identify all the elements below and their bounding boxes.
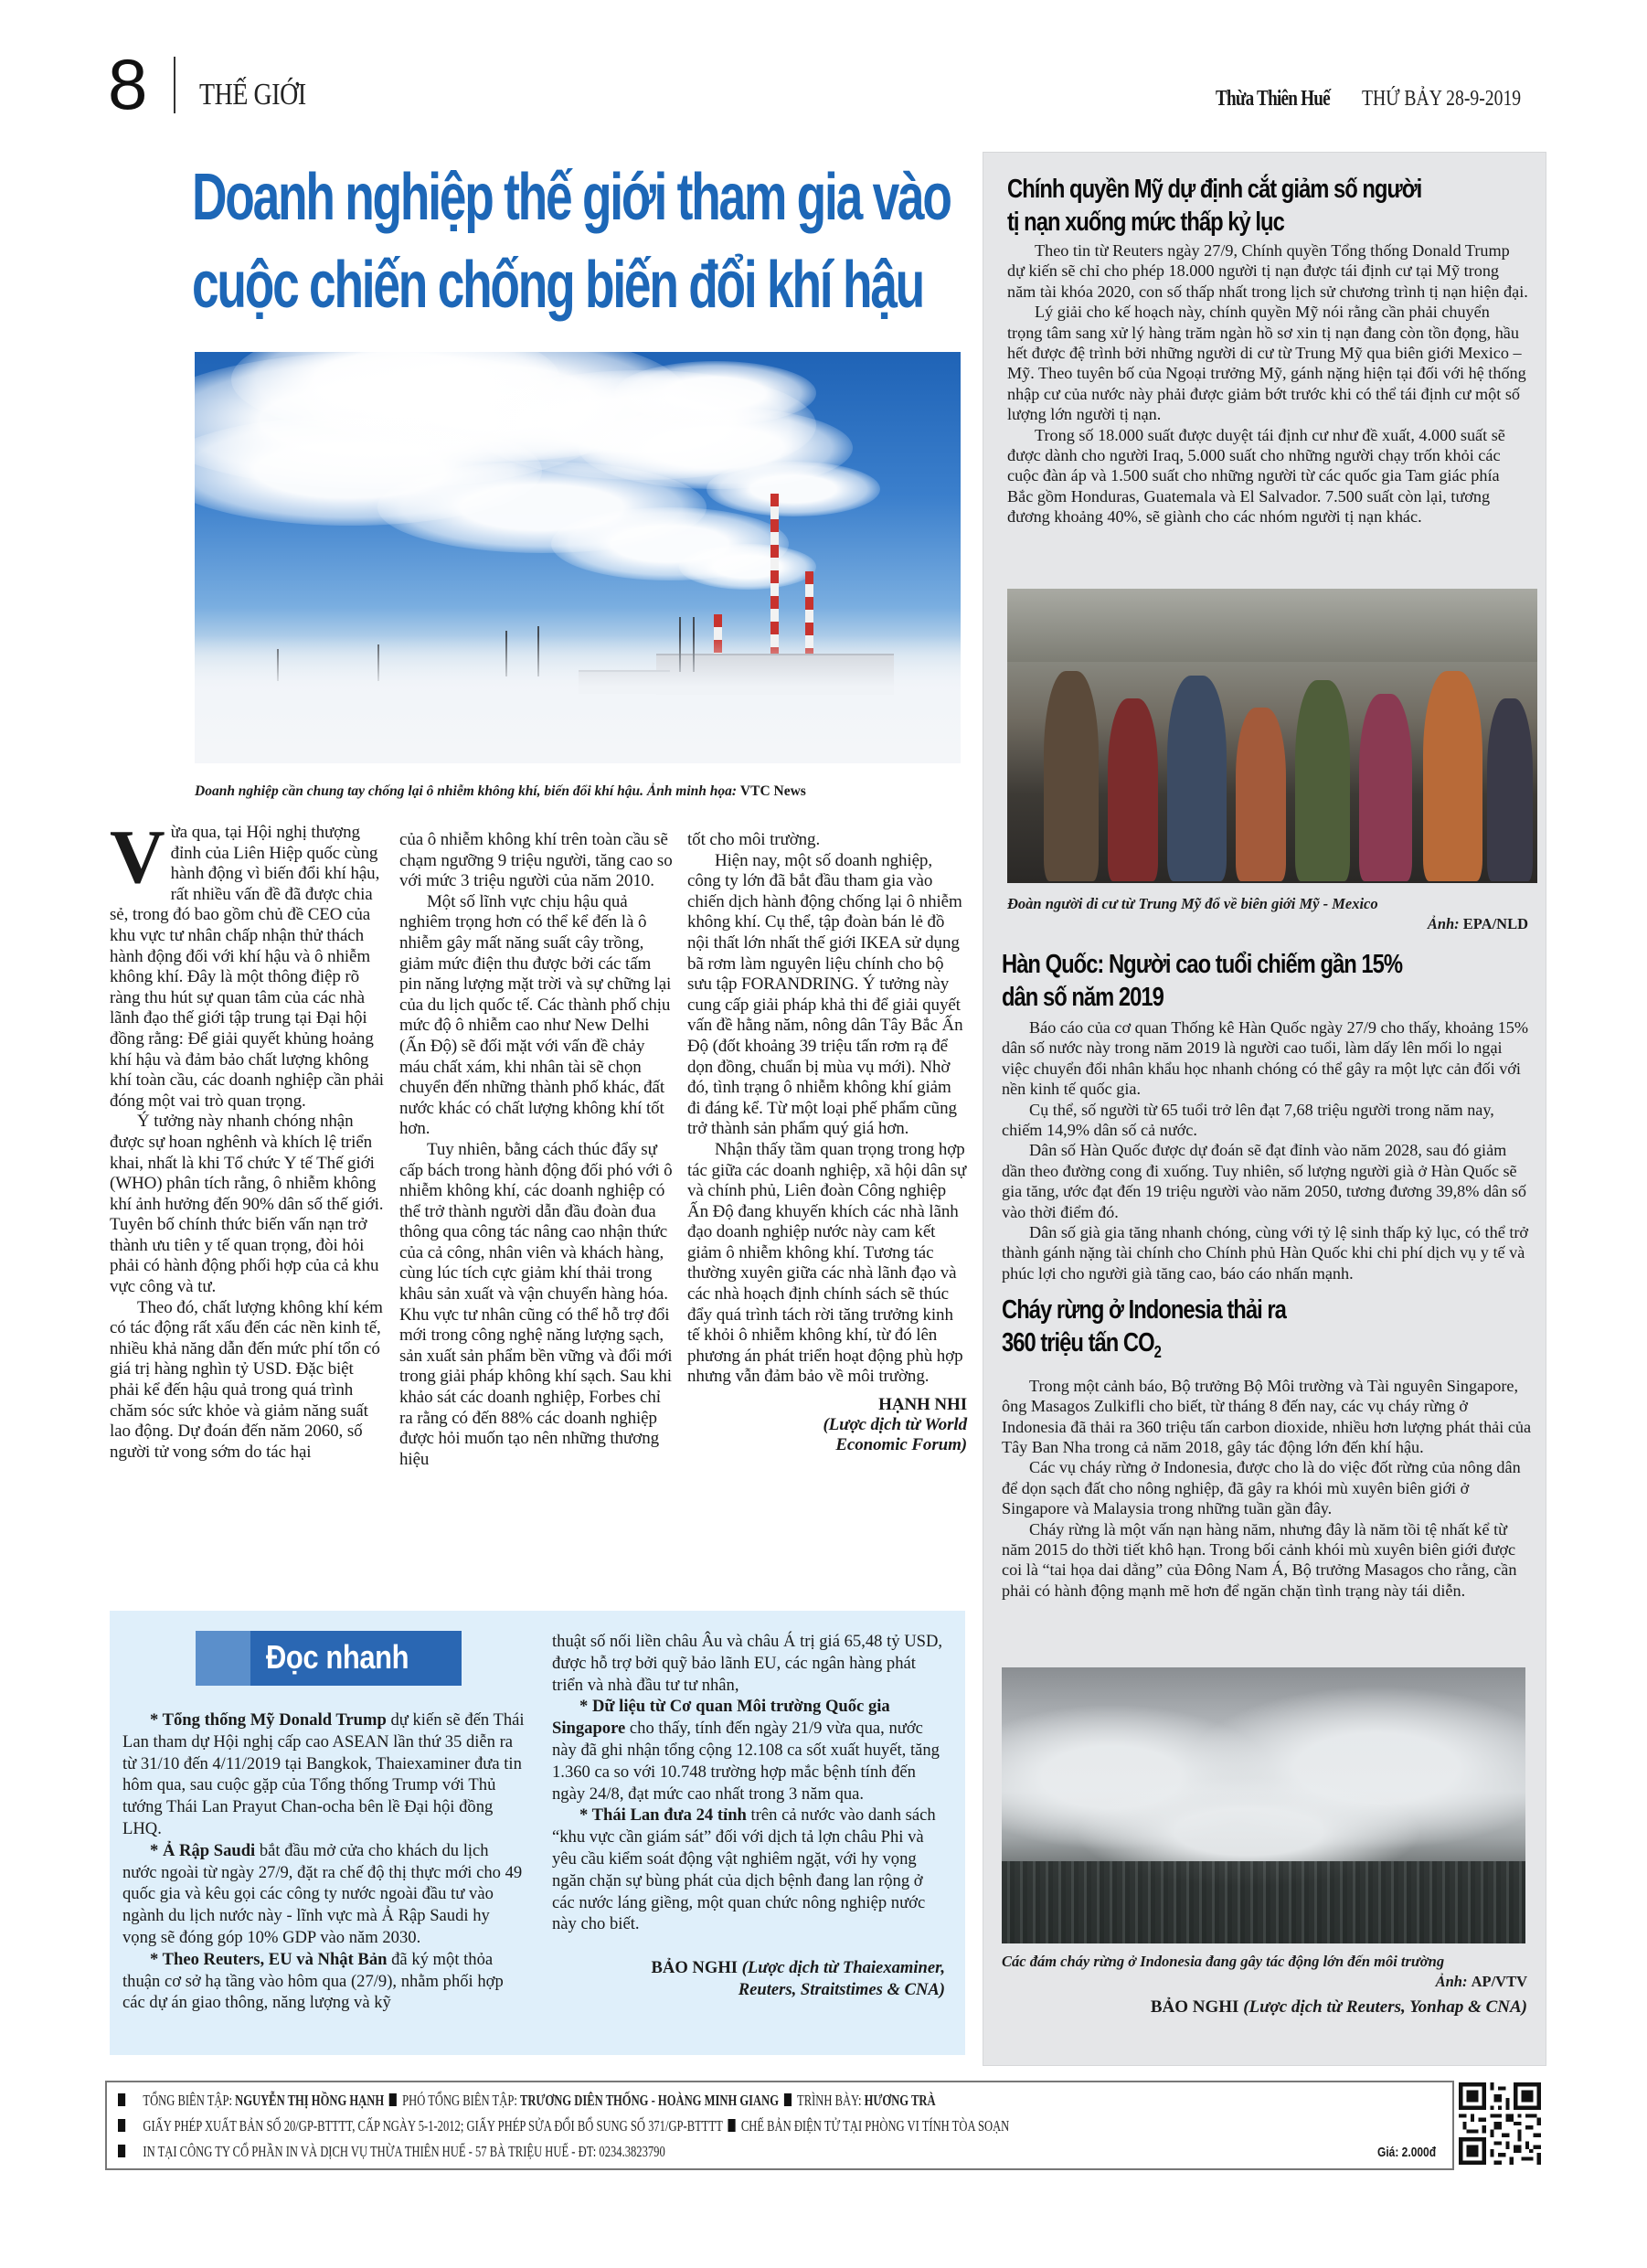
footer-editors: TỔNG BIÊN TẬP: NGUYỄN THỊ HỒNG HẠNH PHÓ TỔNG BIÊN TẬP: TRƯƠNG DIÊN THỐNG - HOÀNG MINH GIANG TRÌNH BÀY: HƯƠNG TRÀ: [118, 2092, 936, 2110]
story-body: [1002, 1376, 1532, 1601]
drop-cap: V: [110, 815, 165, 900]
article-source-line-2: Economic Forum): [835, 1435, 967, 1455]
article-paragraph: Tuy nhiên, bằng cách thúc đẩy sự cấp bách trong hành động đối phó với ô nhiễm không khí, các doanh nghiệp có thể trở thành người dẫn đầu đoàn đua thông qua công tác nâng cao nhận thức của cả công, nhân viên và khách hàng, cùng lúc tích cực giảm khí thải trong khâu sản xuất và vận chuyển hàng hóa. Khu vực tư nhân cũng có thể hỗ trợ đổi mới trong công nghệ năng lượng sạch, sản xuất sản phẩm bền vững và đổi mới trong giải pháp không khí sạch. Sau khi khảo sát các doanh nghiệp, Forbes chỉ ra rằng có đến 88% các doanh nghiệp được hỏi muốn tạo nên những thương hiệu: [399, 1139, 673, 1469]
photo-credit: Ảnh: EPA/NLD: [1427, 915, 1528, 932]
article-paragraph: Một số lĩnh vực chịu hậu quả nghiêm trọng hơn có thể kể đến là ô nhiễm gây mất năng suất cây trồng, giảm mức điện thu được bởi các tấm pin năng lượng mặt trời và sự chững lại của du lịch quốc tế. Các thành phố chịu mức độ ô nhiễm cao như New Delhi (Ấn Độ) sẽ đối mặt với vấn đề chảy máu chất xám, khi nhân tài sẽ chọn chuyển đến những thành phố khác, đất nước khác có chất lượng không khí tốt hơn.: [399, 891, 672, 1139]
square-bullet-icon: [784, 2093, 792, 2106]
story-title-line-2: 360 triệu tấn $CO_2$: [1002, 1328, 1161, 1361]
photo-caption: Đoàn người di cư từ Trung Mỹ đổ về biên giới Mỹ - Mexico: [1007, 895, 1378, 912]
quick-read-box: [110, 1611, 965, 2055]
qr-code-icon[interactable]: [1459, 2082, 1541, 2165]
story-paragraph: Lý giải cho kế hoạch này, chính quyền Mỹ nói rằng cần phải chuyển trọng tâm sang xử lý hàng trăm ngàn hồ sơ xin tị nạn đang còn tồn đọng, hầu hết được đệ trình bởi những người di cư từ Trung Mỹ qua biên giới Mexico – Mỹ. Theo tuyên bố của Ngoại trưởng Mỹ, gánh nặng hiện tại đối với hệ thống nhập cư của nước này phải được giảm bớt trước khi có thể tái định cư một số lượng lớn người tị nạn.: [1007, 303, 1526, 424]
quick-read-column-1: [122, 1709, 525, 2014]
quick-read-byline: BẢO NGHI (Lược dịch từ Thaiexaminer,: [651, 1958, 945, 1978]
quick-item: * Thái Lan đưa 24 tỉnh trên cả nước vào danh sách “khu vực cần giám sát” đối với dịch tả lợn châu Phi và yêu cầu kiểm soát động vật nghiêm ngặt, với hy vọng ngăn chặn sự bùng phát của dịch bệnh đang lan rộng ở các nước láng giềng, một quan chức nông nghiệp nước này cho biết.: [552, 1805, 936, 1934]
sidebar-story-korea: [1002, 948, 1532, 1283]
imprint-footer: [105, 2081, 1454, 2170]
migrants-photo: [1007, 589, 1537, 883]
photo-credit: Ảnh: AP/VTV: [1435, 1973, 1527, 1990]
article-source-line-1: (Lược dịch từ World: [823, 1415, 967, 1435]
story-paragraph: Trong số 18.000 suất được duyệt tái định cư như đề xuất, 4.000 suất sẽ được dành cho người Iraq, 5.000 suất cho những người chạy trốn khỏi các cuộc đàn áp và 1.500 suất cho những người từ các quốc gia Tam giác phía Bắc gồm Honduras, Guatemala và El Salvador. 7.500 suất còn lại, tương đương khoảng 40%, sẽ giành cho các nhóm người tị nạn khác.: [1007, 425, 1505, 527]
story-paragraph: Theo tin từ Reuters ngày 27/9, Chính quyền Tổng thống Donald Trump dự kiến sẽ chỉ cho phép 18.000 người tị nạn được tái định cư tại Mỹ trong năm tài khóa 2020, con số thấp nhất trong lịch sử chương trình tị nạn hiện đại.: [1007, 241, 1528, 301]
main-headline: [192, 154, 951, 329]
story-title-line-1: Hàn Quốc: Người cao tuổi chiếm gần 15%: [1002, 950, 1403, 979]
masthead: Thừa Thiên Huế: [1216, 87, 1330, 111]
story-body: [1007, 240, 1528, 527]
story-paragraph: Báo cáo của cơ quan Thống kê Hàn Quốc ngày 27/9 cho thấy, khoảng 15% dân số nước này trong năm 2019 là người cao tuổi, làm dấy lên mối lo ngại việc chuyển đổi nhân khẩu học nhanh chóng có thể gây ra một lực cản đối với nền kinh tế quốc gia.: [1002, 1018, 1528, 1099]
price-label: Giá: 2.000đ: [1376, 2145, 1436, 2160]
story-title-line-1: Chính quyền Mỹ dự định cắt giảm số người: [1007, 175, 1422, 204]
article-paragraph: Hiện nay, một số doanh nghiệp, công ty lớn đã bắt đầu tham gia vào chiến dịch hành động chống lại ô nhiễm không khí. Cụ thể, tập đoàn bán lẻ đồ nội thất lớn nhất thế giới IKEA sử dụng bã rơm làm nguyên liệu chính cho bộ sưu tập FORANDRING. Ý tưởng này cung cấp giải pháp khả thi để giải quyết vấn đề hằng năm, nông dân Tây Bắc Ấn Độ (đốt khoảng 39 triệu tấn rơm rạ để dọn đồng, chuẩn bị mùa vụ mới). Nhờ đó, tình trạng ô nhiễm không khí giảm đi đáng kể. Từ một loại phế phẩm cũng trở thành sản phẩm quý giá hơn.: [687, 850, 963, 1139]
article-author: HẠNH NHI: [878, 1395, 967, 1415]
story-paragraph: Cụ thể, số người từ 65 tuổi trở lên đạt 7,68 triệu người trong năm nay, chiếm 14,9% dân số cả nước.: [1002, 1100, 1494, 1140]
article-paragraph: của ô nhiễm không khí trên toàn cầu sẽ chạm ngưỡng 9 triệu người, tăng cao so với mức 3 triệu người của năm 2010.: [399, 830, 673, 891]
article-column-1: [110, 815, 386, 1463]
quick-read-source: Reuters, Straitstimes & CNA): [738, 1979, 945, 1999]
quick-item: * Ả Rập Saudi bắt đầu mở cửa cho khách du lịch nước ngoài từ ngày 27/9, đặt ra chế độ thị thực mới cho 49 quốc gia và kêu gọi các công ty nước ngoài đầu tư vào ngành du lịch nước này - lĩnh vực mà Ả Rập Saudi hy vọng sẽ đóng góp 10% GDP vào năm 2030.: [122, 1840, 523, 1947]
issue-date: THỨ BẢY 28-9-2019: [1362, 87, 1522, 111]
article-paragraph: Vừa qua, tại Hội nghị thượng đỉnh của Liên Hiệp quốc cùng hành động vì biến đổi khí hậu, rất nhiều vấn đề đã được chia sẻ, trong đó bao gồm chủ đề CEO của khu vực tư nhân chấp nhận thử thách hành động đối với khí hậu và ô nhiễm không khí. Đây là một thông điệp rõ ràng thu hút sự quan tâm của các nhà lãnh đạo thế giới tập trung tại Đại hội đồng rằng: Để giải quyết khủng hoảng khí hậu và đảm bảo chất lượng không khí toàn cầu, các doanh nghiệp cần phải đóng một vai trò quan trọng.: [110, 815, 384, 1111]
footer-printer: IN TẠI CÔNG TY CỔ PHẦN IN VÀ DỊCH VỤ THỪA THIÊN HUẾ - 57 BÀ TRIỆU HUẾ - ĐT: 0234.3823790: [118, 2143, 665, 2161]
news-sidebar: [983, 152, 1546, 2066]
forest-fire-photo: [1002, 1667, 1525, 1943]
article-paragraph: tốt cho môi trường.: [687, 830, 821, 849]
sidebar-story-indonesia: [1002, 1294, 1532, 1601]
badge-stripe: [196, 1631, 250, 1686]
quick-read-badge: [196, 1631, 462, 1686]
quick-item: thuật số nối liền châu Âu và châu Á trị giá 65,48 tỷ USD, được hỗ trợ bởi quỹ bảo lãnh EU, các ngân hàng phát triển và nhà đầu tư tư nhân,: [552, 1632, 943, 1695]
square-bullet-icon: [118, 2145, 125, 2157]
quick-read-column-2: [552, 1631, 945, 2001]
story-paragraph: Dân số già gia tăng nhanh chóng, cùng với tỷ lệ sinh thấp kỷ lục, có thể trở thành gánh nặng tài chính cho Chính phủ Hàn Quốc khi chi phí dịch vụ y tế và phúc lợi cho người già tăng cao, báo cáo nhấn mạnh.: [1002, 1223, 1529, 1283]
story-paragraph: Các vụ cháy rừng ở Indonesia, được cho là do việc đốt rừng của nông dân để dọn sạch đất cho nông nghiệp, đã gây ra khói mù xuyên biên giới ở Singapore và Malaysia trong những tuần gần đây.: [1002, 1458, 1521, 1518]
square-bullet-icon: [389, 2093, 397, 2106]
sidebar-photo-caption-3: [1002, 1952, 1527, 2019]
quick-item: * Tổng thống Mỹ Donald Trump dự kiến sẽ đến Thái Lan tham dự Hội nghị cấp cao ASEAN lần thứ 35 diễn ra từ 31/10 đến 4/11/2019 tại Bangkok, Thaiexaminer đưa tin hôm qua, sau cuộc gặp của Tổng thống Trump với Thủ tướng Thái Lan Prayut Chan-ocha bên lề Đại hội đồng LHQ.: [122, 1710, 525, 1838]
story-paragraph: Cháy rừng là một vấn nạn hàng năm, nhưng đây là năm tồi tệ nhất kể từ năm 2015 do thời tiết khô hạn. Trong bối cảnh khói mù xuyên biên giới được coi là “tai họa dai dẳng” của Đông Nam Á, Bộ trưởng Masagos cho rằng, cần phải có hành động mạnh mẽ hơn để ngăn chặn tình trạng này tái diễn.: [1002, 1519, 1517, 1600]
article-column-2: [399, 830, 675, 1470]
headline-line-2: cuộc chiến chống biến đổi khí hậu: [192, 249, 924, 322]
sidebar-photo-caption-1: [1007, 894, 1528, 934]
story-title-line-2: tị nạn xuống mức thấp kỷ lục: [1007, 208, 1284, 237]
page-number: 8: [108, 44, 148, 124]
square-bullet-icon: [118, 2093, 125, 2106]
story-paragraph: Trong một cảnh báo, Bộ trưởng Bộ Môi trường và Tài nguyên Singapore, ông Masagos Zulkifli cho biết, từ tháng 8 đến nay, các vụ cháy rừng ở Indonesia đã thải ra 360 triệu tấn carbon dioxide, nhiều hơn lượng phát thải của Tây Ban Nha trong cả năm 2018, gây tác động lớn đến khí hậu.: [1002, 1376, 1532, 1457]
story-body: [1002, 1017, 1532, 1283]
header-divider: [174, 57, 175, 113]
story-title-line-1: Cháy rừng ở Indonesia thải ra: [1002, 1295, 1286, 1325]
main-photo-caption: Doanh nghiệp cần chung tay chống lại ô nhiễm không khí, biến đổi khí hậu. Ảnh minh họa: VTC News: [195, 783, 806, 799]
story-title-line-2: dân số năm 2019: [1002, 983, 1164, 1012]
photo-credit: VTC News: [739, 783, 806, 799]
sidebar-byline: BẢO NGHI (Lược dịch từ Reuters, Yonhap & CNA): [1150, 1997, 1527, 2017]
main-photo: [195, 352, 961, 763]
article-paragraph: Ý tưởng này nhanh chóng nhận được sự hoan nghênh và khích lệ triển khai, nhất là khi Tổ chức Y tế Thế giới (WHO) phân tích rằng, ô nhiễm không khí ảnh hưởng đến 90% dân số thế giới. Tuyên bố chính thức biến vấn nạn trở thành ưu tiên y tế quan trọng, đòi hỏi phải có hành động phối hợp của cả khu vực công và tư.: [110, 1112, 384, 1297]
photo-caption: Các đám cháy rừng ở Indonesia đang gây tác động lớn đến môi trường: [1002, 1953, 1445, 1970]
article-paragraph: Nhận thấy tầm quan trọng trong hợp tác giữa các doanh nghiệp, xã hội dân sự và chính phủ, Liên đoàn Công nghiệp Ấn Độ đang khuyến khích các nhà lãnh đạo doanh nghiệp nước này cam kết giảm ô nhiễm không khí. Tương tác thường xuyên giữa các nhà lãnh đạo và các nhà hoạch định chính sách sẽ thúc đẩy quá trình tách rời tăng trưởng kinh tế khỏi ô nhiễm không khí, từ đó lên phương án phát triển hoạt động phù hợp nhưng vẫn đảm bảo về môi trường.: [687, 1139, 967, 1387]
quick-item: * Dữ liệu từ Cơ quan Môi trường Quốc gia Singapore cho thấy, tính đến ngày 21/9 vừa qua, nước này đã ghi nhận tổng cộng 12.108 ca sốt xuất huyết, tăng 1.360 ca so với 10.748 trường hợp mắc bệnh tính đến ngày 24/8, đạt mức cao nhất trong 3 năm qua.: [552, 1697, 940, 1804]
square-bullet-icon: [728, 2119, 736, 2132]
quick-read-title: Đọc nhanh: [266, 1638, 409, 1676]
article-paragraph: Theo đó, chất lượng không khí kém có tác động rất xấu đến các nền kinh tế, nhiều khả năng dẫn đến mức phí tổn có giá trị hàng nghìn tỷ USD. Đặc biệt phải kể đến hậu quả trong quá trình chăm sóc sức khỏe và giảm năng suất lao động. Dự đoán đến năm 2060, số người tử vong sớm do tác hại: [110, 1297, 383, 1462]
section-title: THẾ GIỚI: [199, 78, 306, 112]
footer-license: GIẤY PHÉP XUẤT BẢN SỐ 20/GP-BTTTT, CẤP NGÀY 5-1-2012; GIẤY PHÉP SỬA ĐỔI BỔ SUNG SỐ 371/GP-BTTTT CHẾ BẢN ĐIỆN TỬ TẠI PHÒNG VI TÍNH TÒA SOẠN: [118, 2117, 1009, 2135]
sidebar-story-refugees: [1007, 173, 1528, 527]
quick-item: * Theo Reuters, EU và Nhật Bản đã ký một thỏa thuận cơ sở hạ tầng vào hôm qua (27/9), nhằm phối hợp các dự án giao thông, năng lượng và kỹ: [122, 1949, 504, 2013]
article-column-3: [687, 830, 967, 1455]
square-bullet-icon: [118, 2119, 125, 2132]
story-paragraph: Dân số Hàn Quốc được dự đoán sẽ đạt đỉnh vào năm 2028, sau đó giảm dần theo đường cong đi xuống. Tuy nhiên, số lượng người già ở Hàn Quốc sẽ gia tăng, ước đạt đến 19 triệu người vào năm 2050, tương đương 39,8% dân số vào thời điểm đó.: [1002, 1141, 1526, 1221]
headline-line-1: Doanh nghiệp thế giới tham gia vào: [192, 161, 951, 234]
